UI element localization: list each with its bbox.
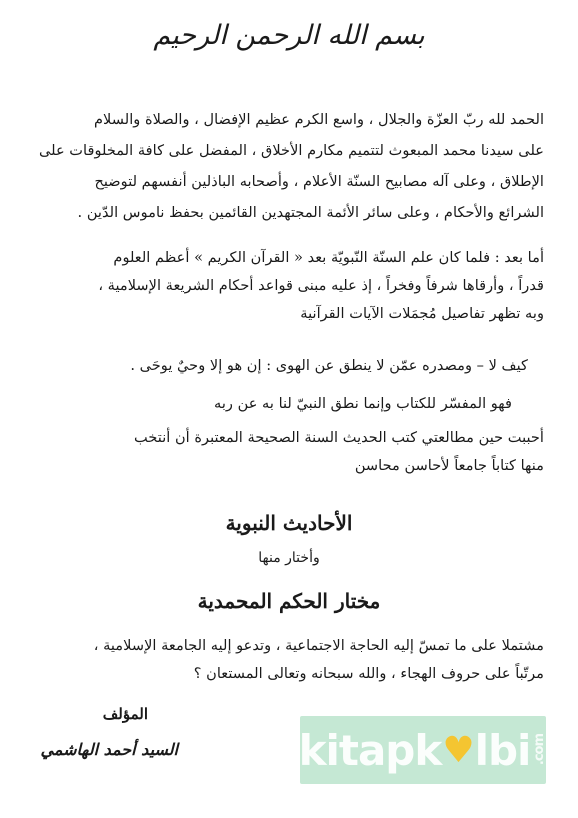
- watermark-logo: [300, 716, 546, 784]
- author-name: السيد أحمد الهاشمي: [40, 740, 178, 759]
- second-line: أما بعد : فلما كان علم السنّة النّبويّة بعد « القرآن الكريم » أعظم العلوم: [113, 249, 544, 266]
- intro-line: على سيدنا محمد المبعوث لتتميم مكارم الأخلاق ، المفضل على كافة المخلوقات على: [38, 142, 544, 159]
- fourth-line: مشتملا على ما تمسّ إليه الحاجة الاجتماعية ، وتدعو إليه الجامعة الإسلامية ،: [93, 637, 544, 654]
- fourth-paragraph: [36, 632, 544, 688]
- intro-paragraph: [36, 104, 544, 228]
- watermark-suffix: .com: [532, 734, 548, 766]
- intro-line: الحمد لله ربّ العزّة والجلال ، واسع الكرم عظيم الإفضال ، والصلاة والسلام: [94, 111, 544, 128]
- second-paragraph: [36, 244, 544, 328]
- connector-text: وأختار منها: [258, 550, 320, 566]
- second-line: وبه تظهر تفاصيل مُجمَلات الآيات القرآنية: [300, 305, 544, 322]
- title-ahadith: الأحاديث النبوية: [225, 511, 353, 535]
- third-line: منها كتاباً جامعاً لأحاسن محاسن: [354, 457, 544, 474]
- author-label: المؤلف: [102, 705, 148, 723]
- intro-line: الشرائع والأحكام ، وعلى سائر الأئمة المجتهدين القائمين بحفظ ناموس الدّين .: [77, 204, 544, 221]
- watermark-text-left: kitapk: [298, 725, 442, 775]
- second-line: قدراً ، وأرقاها شرفاً وفخراً ، إذ عليه مبنى قواعد أحكام الشريعة الإسلامية ،: [98, 277, 544, 294]
- heart-icon: ♥: [442, 729, 474, 771]
- intro-line: الإطلاق ، وعلى آله مصابيح السنّة الأعلام ، وأصحابه الباذلين أنفسهم لتوضيح: [94, 173, 544, 190]
- title-hikam: مختار الحكم المحمدية: [197, 589, 381, 613]
- verse-line-2: فهو المفسّر للكتاب وإنما نطق النبيّ لنا به عن ربه: [214, 395, 512, 412]
- third-paragraph: [36, 424, 544, 480]
- fourth-line: مرتّباً على حروف الهجاء ، والله سبحانه وتعالى المستعان ؟: [193, 665, 544, 682]
- third-line: أحببت حين مطالعتي كتب الحديث السنة الصحيحة المعتبرة أن أنتخب: [134, 429, 544, 446]
- basmala: بسم الله الرحمن الرحيم: [153, 20, 425, 51]
- watermark-text-right: lbi: [474, 725, 531, 775]
- verse-line-1: كيف لا – ومصدره عمّن لا ينطق عن الهوى : إن هو إلا وحيٌ يوحَى .: [130, 357, 528, 374]
